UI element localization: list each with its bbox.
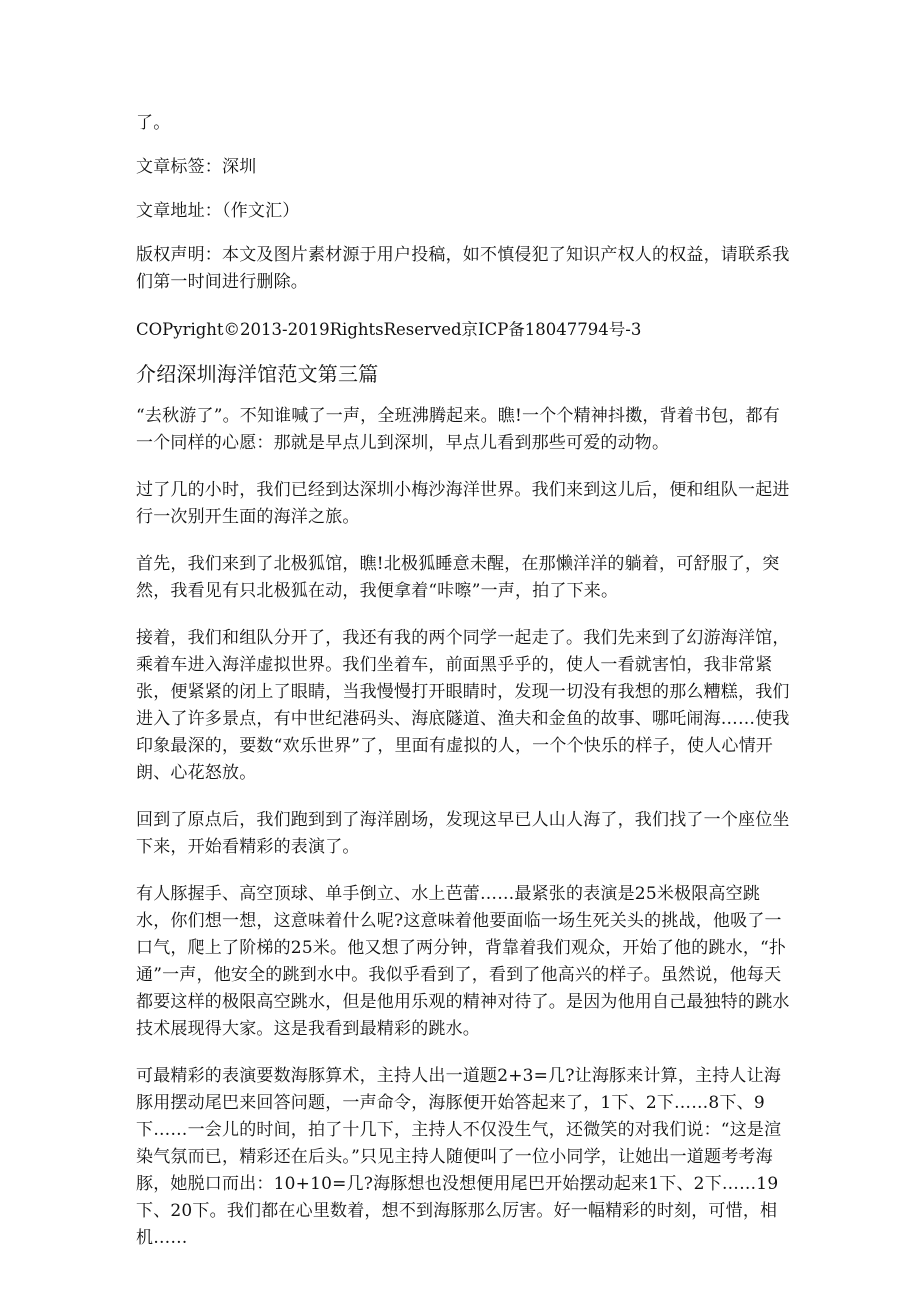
document-page (136, 110, 794, 1272)
article-tag: 文章标签：深圳 (136, 157, 257, 177)
article-paragraph: 可最精彩的表演要数海豚算术，主持人出一道题2+3=几?让海豚来计算，主持人让海豚用摆动尾巴来回答问题，一声命令，海豚便开始答起来了，1下、2下……8下、9下……一会儿的时间，拍了十几下，主持人不仅没生气，还微笑的对我们说：“这是渲染气氛而已，精彩还在后头。”只见主持人随便叫了一位小同学，让她出一道题考考海豚，她脱口而出：10+10=几?海豚想也没想便用尾巴开始摆动起来1下、2下……19下、20下。我们都在心里数着，想不到海豚那么厉害。好一幅精彩的时刻，可惜，相机…… (136, 1066, 782, 1248)
copyright-line: COPyright©2013-2019RightsReserved京ICP备18047794号-3 (136, 320, 642, 339)
article-title: 介绍深圳海洋馆范文第三篇 (136, 362, 379, 386)
previous-article-tail: 了。 (136, 113, 171, 133)
article-paragraph: 过了几的小时，我们已经到达深圳小梅沙海洋世界。我们来到这儿后，便和组队一起进行一次别开生面的海洋之旅。 (136, 480, 790, 527)
article-paragraph: 有人豚握手、高空顶球、单手倒立、水上芭蕾……最紧张的表演是25米极限高空跳水，你们想一想，这意味着什么呢?这意味着他要面临一场生死关头的挑战，他吸了一口气，爬上了阶梯的25米。他又想了两分钟，背靠着我们观众，开始了他的跳水，“扑通”一声，他安全的跳到水中。我似乎看到了，看到了他高兴的样子。虽然说，他每天都要这样的极限高空跳水，但是他用乐观的精神对待了。是因为他用自己最独特的跳水技术展现得大家。这是我看到最精彩的跳水。 (136, 884, 790, 1039)
article-address: 文章地址：（作文汇） (136, 201, 300, 221)
article-paragraph: 回到了原点后，我们跑到到了海洋剧场，发现这早已人山人海了，我们找了一个座位坐下来，开始看精彩的表演了。 (136, 810, 790, 857)
copyright-notice: 版权声明：本文及图片素材源于用户投稿，如不慎侵犯了知识产权人的权益，请联系我们第一时间进行删除。 (136, 245, 790, 292)
article-paragraph: “去秋游了”。不知谁喊了一声，全班沸腾起来。瞧!一个个精神抖擞，背着书包，都有一个同样的心愿：那就是早点儿到深圳，早点儿看到那些可爱的动物。 (136, 406, 781, 453)
article-paragraph: 接着，我们和组队分开了，我还有我的两个同学一起走了。我们先来到了幻游海洋馆，乘着车进入海洋虚拟世界。我们坐着车，前面黑乎乎的，使人一看就害怕，我非常紧张，便紧紧的闭上了眼睛，当我慢慢打开眼睛时，发现一切没有我想的那么糟糕，我们进入了许多景点，有中世纪港码头、海底隧道、渔夫和金鱼的故事、哪吒闹海……使我印象最深的，要数“欢乐世界”了，里面有虚拟的人，一个个快乐的样子，使人心情开朗、心花怒放。 (136, 628, 790, 783)
article-paragraph: 首先，我们来到了北极狐馆，瞧!北极狐睡意未醒，在那懒洋洋的躺着，可舒服了，突然，我看见有只北极狐在动，我便拿着“咔嚓”一声，拍了下来。 (136, 554, 780, 601)
